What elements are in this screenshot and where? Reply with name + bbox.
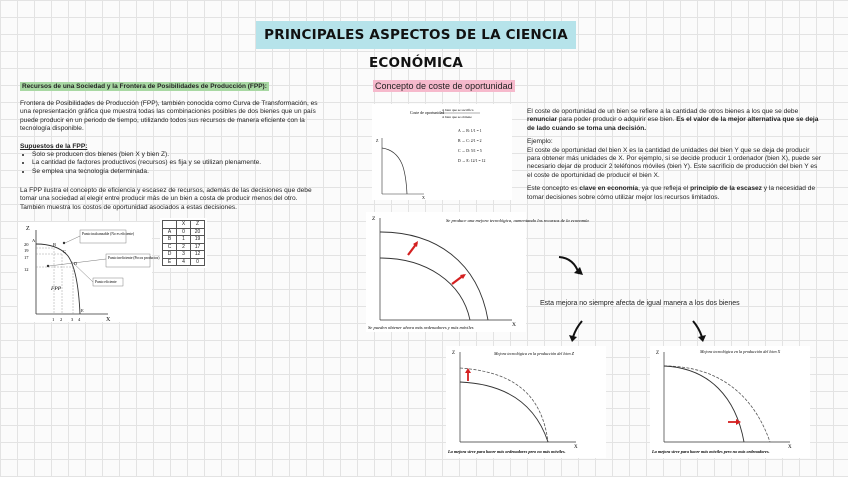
opportunity-cost-graph	[372, 104, 512, 200]
table-row: D 3 12	[163, 251, 205, 259]
old-fpp-curve	[664, 366, 744, 442]
formula-denominator: Δ bien que se obtiene	[442, 115, 472, 119]
table-row: C 2 17	[163, 243, 205, 251]
graph-caption-top: Mejora tecnológica en la producción del bien Z	[494, 351, 574, 356]
example-title: Ejemplo:	[527, 138, 553, 146]
example-text: El coste de oportunidad del bien X es la cantidad de unidades del bien Y que se deja de producir para obtener más unidades de X. Por ejemplo, si se decide producir 1 ordenador (bien X), puede ser necesario dejar de producir 2 teléfonos móviles (bien Y). Este sacrificio de producción del bien Y es el coste de oportunidad de producir el bien X.	[527, 146, 821, 179]
graph-caption-top: Mejora tecnológica en la producción del bien X	[700, 349, 781, 354]
fpp-graph	[18, 222, 160, 323]
point-label: B	[53, 242, 57, 247]
point-label: D	[74, 261, 78, 266]
y-tick: 20	[24, 242, 29, 247]
graph-caption-bottom: La mejora sirve para hacer más móviles pero no más ordenadores.	[652, 449, 770, 454]
x-tick: 2	[60, 317, 63, 322]
tech-improvement-graph	[366, 212, 589, 332]
assumptions-list	[20, 151, 332, 176]
middle-note: Esta mejora no siempre afecta de igual manera a los dos bienes	[540, 300, 740, 307]
table-header	[163, 221, 177, 229]
formula-row: D → E: 12/1 = 12	[458, 159, 486, 163]
table-row: B 1 19	[163, 236, 205, 244]
formula-numerator: Δ bien que se sacrifica	[442, 108, 474, 112]
arrow-down-left-icon	[566, 318, 588, 342]
tech-x-graph	[650, 346, 810, 458]
y-axis-label: Z	[26, 226, 30, 232]
table-row: E 4 0	[163, 258, 205, 266]
fpp-paragraph-2: La FPP ilustra el concepto de eficiencia y escasez de recursos, además de las decisiones que debe tomar una sociedad al elegir entre producir más de un bien a costa de producir menos del otro. También muestra los costos de oportunidad asociados a estas decisiones.	[20, 187, 312, 211]
page-title: PRINCIPALES ASPECTOS DE LA CIENCIA ECONÓMICA	[256, 21, 576, 49]
formula-label: Coste de oportunidad	[410, 110, 445, 115]
y-tick: 17	[24, 255, 29, 260]
point-label: C	[63, 249, 67, 254]
y-axis-label: Z	[452, 351, 456, 356]
graph-caption-top: Se produce una mejora tecnológica, aumentando los recursos de la economía	[446, 218, 589, 223]
formula-row: B → C: 2/1 = 2	[458, 139, 482, 143]
point-label: E	[81, 308, 84, 313]
x-tick: 3	[71, 317, 74, 322]
list-item: • Solo se producen dos bienes (bien X y bien Z).	[32, 151, 332, 159]
note-efficient: Punto eficiente	[95, 280, 117, 284]
old-fpp-curve	[460, 382, 548, 442]
x-axis-label: X	[788, 445, 792, 450]
fpp-heading: Recursos de una Sociedad y la Frontera de Posibilidades de Producción (FPP):	[22, 83, 267, 90]
list-item: • La cantidad de factores productivos (recursos) es fija y se utilizan plenamente.	[32, 159, 332, 167]
x-axis-label: X	[512, 322, 516, 328]
table-header: Z	[191, 221, 205, 229]
note-inefficient: Punto ineficiente (Pocos productos)	[108, 256, 160, 260]
new-fpp-curve	[380, 232, 488, 320]
y-tick: 12	[24, 267, 29, 272]
curve-label: FPP	[51, 286, 62, 292]
tech-z-graph	[446, 346, 606, 458]
y-axis-label: Z	[372, 216, 376, 222]
table-header: X	[177, 221, 191, 229]
unattainable-point	[63, 242, 65, 244]
graph-caption-bottom: Se pueden obtener ahora más ordenadores y más móviles	[368, 325, 474, 330]
opportunity-cost-text: El coste de oportunidad de un bien se refiere a la cantidad de otros bienes a los que se debe renunciar para poder producir o adquirir ese bien. Es el valor de la mejor alternativa que se deja de lado cuando se toma una decisión. Ejemplo: El coste de oportunidad del bien X es la cantidad de unidades del bien Y que se deja de producir para obtener más unidades de X. Por ejemplo, si se decide producir 1 ordenador (bien X), puede ser necesario dejar de producir 2 teléfonos móviles (bien Y). Este sacrificio de producción del bien Y es el coste de oportunidad de producir el bien X. Este concepto es clave en economía, ya que refleja el principio de la escasez y la necesidad de tomar decisiones sobre cómo utilizar mejor los recursos limitados.	[527, 108, 821, 201]
fpp-intro: Frontera de Posibilidades de Producción (FPP), también conocida como Curva de Transformación, es una representación gráfica que muestra todas las combinaciones posibles de dos bienes que un país puede producir en un periodo de tiempo, utilizando todos sus recursos de manera eficiente con la tecnología disponible.	[20, 100, 318, 133]
table-row: A 0 20	[163, 228, 205, 236]
y-tick: 19	[24, 248, 29, 253]
production-table	[160, 218, 207, 268]
opportunity-cost-heading: Concepto de coste de oportunidad	[375, 81, 513, 91]
new-fpp-curve	[664, 366, 770, 442]
arrow-down-right-icon	[688, 318, 710, 342]
x-axis-label: X	[106, 317, 111, 323]
fpp-curve	[36, 244, 80, 314]
inefficient-point	[47, 265, 49, 267]
graph-caption-bottom: La mejora sirve para hacer más ordenadores pero no más móviles.	[448, 449, 566, 454]
x-tick: 4	[78, 317, 81, 322]
x-tick: 1	[52, 317, 55, 322]
note-unattainable: Punto inalcanzable (No es eficiente)	[82, 232, 135, 236]
assumptions-title: Supuestos de la FPP:	[20, 143, 88, 150]
new-fpp-curve	[460, 368, 548, 442]
list-item: • Se emplea una tecnología determinada.	[32, 168, 332, 176]
formula-row: A → B: 1/1 = 1	[458, 129, 482, 133]
point-label: A	[32, 238, 36, 243]
x-axis-label: X	[422, 195, 425, 200]
y-axis-label: Z	[376, 138, 379, 143]
old-fpp-curve	[380, 258, 470, 320]
formula-row: C → D: 5/1 = 5	[458, 149, 482, 153]
x-axis-label: X	[574, 445, 578, 450]
y-axis-label: Z	[656, 351, 660, 356]
curved-arrow-icon	[556, 254, 586, 280]
